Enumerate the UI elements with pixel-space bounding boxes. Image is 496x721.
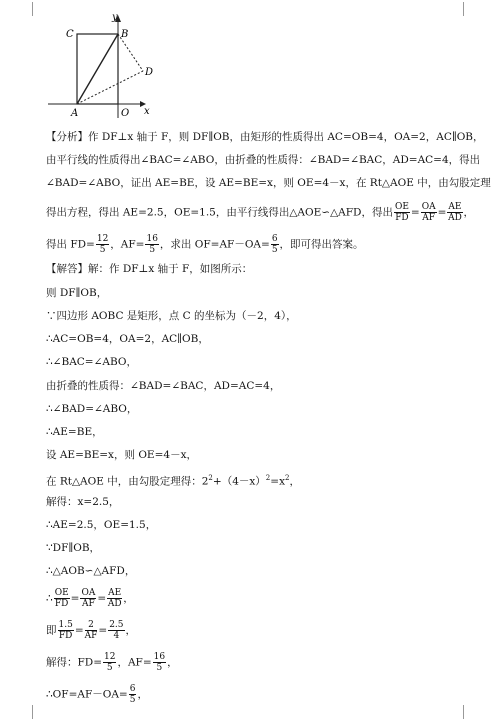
solution-line: ∴AC=OB=4，OA=2，AC∥OB， — [46, 333, 209, 345]
fraction: $\frac{6}{5}$ — [129, 684, 136, 705]
solution-line: ∴ $\frac{OE}{FD}$ = $\frac{OA}{AF}$ = $\frac{AE}{AD}$ ， — [46, 588, 134, 609]
analysis-line: ∠BAD=∠ABO，证出 AE=BE，设 AE=BE=x，则 OE=4－x，在 Rt△AOE 中，由勾股定理 — [46, 177, 491, 189]
label-d: D — [145, 67, 154, 78]
label-y: y — [112, 12, 118, 23]
solution-line: 解得：x=2.5， — [46, 496, 120, 508]
fraction: $\frac{1.5}{FD}$ — [58, 620, 73, 641]
analysis-line: 由平行线的性质得出∠BAC=∠ABO，由折叠的性质得：∠BAD=∠BAC，AD=AC=4，得出 — [46, 154, 481, 166]
solution-line: ∴∠BAC=∠ABO， — [46, 356, 138, 368]
solution-line: ∵四边形 AOBC 是矩形，点 C 的坐标为（－2，4）， — [46, 310, 297, 322]
solution-line: ∴AE=2.5，OE=1.5， — [46, 519, 157, 531]
fraction: $\frac{12}{5}$ — [104, 652, 116, 673]
fraction: $\frac{6}{5}$ — [271, 234, 278, 255]
solution-line: ∴AE=BE， — [46, 426, 103, 438]
solution-line: ∴∠BAD=∠ABO， — [46, 403, 138, 415]
fraction: $\frac{OE}{FD}$ — [54, 588, 69, 609]
solution-line: 设 AE=BE=x，则 OE=4－x， — [46, 449, 197, 461]
label-o: O — [121, 108, 130, 119]
fraction: $\frac{12}{5}$ — [96, 234, 109, 255]
label-a: A — [71, 108, 79, 119]
fraction: $\frac{AE}{AD}$ — [448, 202, 462, 223]
page-corner-mark — [18, 705, 33, 719]
fraction: $\frac{AE}{AD}$ — [107, 588, 122, 609]
fraction: $\frac{16}{5}$ — [146, 234, 158, 255]
analysis-line: 得出 FD= $\frac{12}{5}$ ，AF= $\frac{16}{5}$ ，求出 OF=AF－OA= $\frac{6}{5}$ ，即可得出答案。 — [46, 234, 364, 255]
fraction: $\frac{OA}{AF}$ — [421, 202, 436, 223]
label-c: C — [66, 29, 74, 40]
solution-line: ∴△AOB∽△AFD， — [46, 565, 136, 577]
solution-line: ∵DF∥OB， — [46, 542, 101, 554]
label-x: x — [144, 106, 150, 117]
fraction: $\frac{2.5}{4}$ — [109, 620, 124, 641]
fraction: $\frac{OE}{FD}$ — [394, 202, 409, 223]
solution-line: 在 Rt△AOE 中，由勾股定理得：$2^2+(4-x)^2=x^2$， — [46, 474, 300, 488]
fraction: $\frac{OA}{AF}$ — [81, 588, 96, 609]
solution-line: 解得：FD= $\frac{12}{5}$ ，AF= $\frac{16}{5}$ ， — [46, 652, 178, 673]
label-b: B — [121, 29, 129, 40]
solution-line: ∴OF=AF－OA= $\frac{6}{5}$ ， — [46, 684, 148, 705]
solution-line: 则 DF∥OB， — [46, 287, 108, 299]
solution-line: 即 $\frac{1.5}{FD}$ = $\frac{2}{AF}$ = $\frac{2.5}{4}$ ， — [46, 620, 137, 641]
analysis-line: 得出方程，得出 AE=2.5，OE=1.5，由平行线得出△AOE∽△AFD，得出 $\frac{OE}{FD}$ = $\frac{OA}{AF}$ = $\frac{AE}{AD}$ ， — [46, 202, 474, 223]
page-corner-mark — [18, 2, 33, 16]
page-corner-mark — [463, 2, 478, 16]
geometry-figure — [40, 8, 170, 120]
fraction: $\frac{16}{5}$ — [153, 652, 166, 673]
segment-ab — [77, 34, 118, 104]
analysis-line: 【分析】作 DF⊥x 轴于 F，则 DF∥OB，由矩形的性质得出 AC=OB=4，OA=2，AC∥OB， — [46, 131, 484, 143]
solution-line: 由折叠的性质得：∠BAD=∠BAC，AD=AC=4， — [46, 380, 281, 392]
page-corner-mark — [463, 705, 478, 719]
fraction: $\frac{2}{AF}$ — [84, 620, 98, 641]
solution-line: 【解答】解：作 DF⊥x 轴于 F，如图所示： — [46, 263, 253, 275]
text: 得出方程，得出 AE=2.5，OE=1.5，由平行线得出△AOE∽△AFD，得出 — [46, 206, 393, 219]
